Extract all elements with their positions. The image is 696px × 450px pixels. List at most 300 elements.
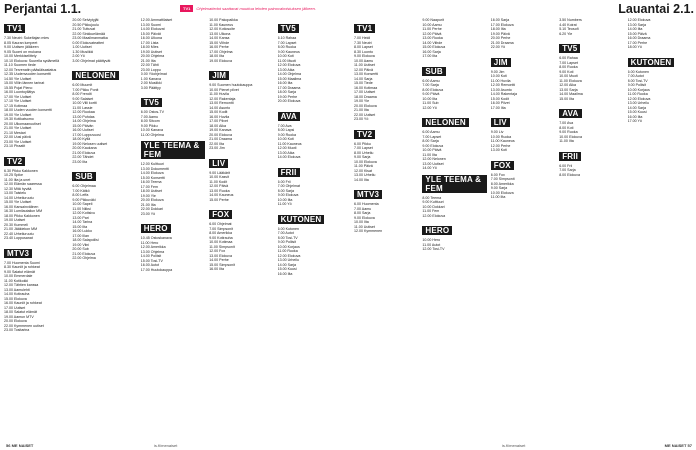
program-listing: 11.00 Uutiset	[354, 224, 375, 229]
program-listing: 20.00 Ulkomaanuutiset	[4, 121, 41, 126]
channel-name: YLE TEEMA & FEM	[422, 175, 486, 193]
program-listing: 19.00 Kanava	[209, 128, 232, 132]
program-listing: 12.00 Elämän saaressa	[4, 182, 42, 186]
program-listing: 11.00 Elokuva	[559, 78, 582, 83]
program-listing: 15.00 Yle Uutiset	[4, 200, 32, 204]
channel-section	[209, 204, 273, 272]
program-listing: 10.00 Aamu	[354, 58, 374, 63]
program-listing: 14.00 Kansa	[209, 36, 230, 40]
channel-section	[354, 18, 418, 122]
program-listing: 20.00 Elokuva	[354, 103, 377, 108]
schedule-column	[209, 18, 273, 438]
program-listing: 18.00 Sarja	[277, 90, 296, 94]
program-listing: 15.00 Päivät	[140, 31, 161, 36]
program-listing: 12.00 Perhe	[490, 143, 511, 148]
program-listing: 19.00 Viini	[72, 242, 90, 247]
program-listing: 10.00 Dokkari	[422, 204, 445, 209]
channel-name: LIV	[491, 118, 510, 127]
program-listing: 13.00 Suomi	[140, 22, 161, 27]
program-listing: 14.00 Sarja	[277, 262, 296, 267]
program-listing: 7.00 Lapset	[559, 60, 578, 65]
program-listing: 8.00 Ruoka	[559, 65, 578, 69]
program-listing: 9.00 Sarja	[354, 155, 371, 159]
program-listing: 10.00 Päivä	[422, 148, 442, 152]
program-listing: 11.00 Ohjelma	[140, 132, 164, 137]
channel-name: TV5	[141, 98, 162, 107]
program-listing: 8.00 Tosi-TV	[627, 78, 648, 83]
program-listing: 16.00 Kotimaa	[354, 85, 378, 90]
program-listing: 10.00 Merkkiselittely	[4, 54, 37, 58]
program-listing: 14.00 Perhe	[209, 258, 229, 262]
program-listing: 15.00 Päivä	[627, 31, 647, 36]
channel-name: TV5	[559, 44, 580, 53]
program-listing: 19.00 Yle	[140, 193, 156, 198]
program-listing: 7.00 Simpsonit	[209, 226, 233, 231]
program-listing: 21.00 Yle Uutiset	[4, 126, 32, 130]
program-listing: 13.00 Konsertti	[354, 72, 379, 76]
program-listing: 15.00 Kuusi	[277, 267, 297, 271]
channel-section	[422, 61, 486, 111]
program-listing: 15.00 Ilta	[72, 224, 88, 229]
program-listing: 18.00 Salapoliisi	[72, 238, 99, 242]
program-listing: 11.00 Autot	[422, 242, 441, 247]
program-listing: 9.00 Päivä	[422, 92, 440, 96]
program-listing: 21.00 Tuttuvat	[72, 27, 96, 31]
program-listing: 9.00 Kulttuuri	[422, 200, 444, 204]
channel-section	[422, 173, 486, 219]
program-listing: 3.00 Päättyy	[140, 85, 161, 90]
program-listing: 17.00 Perhe	[627, 40, 648, 45]
program-listing: 12.00 Elokuva	[277, 63, 301, 67]
program-listing: 12.00 Amerikka	[140, 245, 166, 249]
program-listing: 16.00 Draama	[627, 36, 651, 40]
program-listing: 6.10 Rahaa	[277, 36, 297, 40]
program-listing: 20.00 Kaukana	[72, 146, 97, 150]
program-listing: 11.00 Huvila	[490, 78, 511, 83]
program-listing: 22.00 Tähti	[140, 63, 159, 67]
channel-section	[628, 52, 692, 124]
program-listing: 23.00 Yle Uutiset	[4, 139, 32, 144]
channel-section	[422, 220, 486, 252]
program-listing: 23.00 Ilta	[72, 159, 88, 164]
program-listing: 10.00 Korjaus	[277, 244, 300, 249]
program-listing: 8.00 Lapset	[354, 45, 373, 49]
channel-section	[354, 124, 418, 183]
program-listing: 8.00 Koti	[559, 125, 574, 130]
program-listing: 6.00 Muumit	[72, 83, 93, 87]
schedule-column	[278, 18, 342, 438]
program-listing: 1.30 Musiikki	[72, 49, 94, 54]
channel-name: HERO	[422, 226, 452, 235]
program-listing: 12.00 Ammattilaiset	[140, 18, 173, 22]
channel-section	[278, 18, 342, 104]
program-listing: 8.00 Sitcom	[140, 119, 160, 123]
program-listing: 12.00 Elokuva	[277, 253, 301, 258]
program-listing: 11.00 Yö	[277, 202, 292, 206]
program-listing: 8.00 Teema	[422, 195, 442, 200]
program-listing: 8.00 Urheilu	[354, 150, 374, 155]
program-listing: 11.00 Simpsonit	[209, 244, 235, 249]
program-listing: 12.00 Päivä	[209, 184, 229, 188]
program-listing: 9.00 Uutisen jäläkeen	[4, 45, 39, 49]
schedule-column	[491, 18, 555, 438]
channel-section	[72, 65, 136, 164]
program-listing: 16.00 Kauniit ja rohkeat	[4, 301, 42, 305]
program-listing: 19.00 Yle	[354, 99, 370, 103]
channel-section	[422, 18, 486, 59]
program-listing: 20.00 Elokuva	[4, 319, 27, 323]
program-listing: 8.00 Amerikka	[209, 231, 232, 235]
program-listing: 16.30 Lumilautailun MM	[4, 209, 43, 213]
channel-section	[354, 184, 418, 234]
program-listing: 14.00 Urheiluruutu	[4, 195, 34, 200]
site-url: is.fi/menaiset	[502, 443, 526, 448]
channel-name: KUTONEN	[278, 215, 325, 224]
program-listing: 13.00 Pari	[72, 215, 89, 220]
program-listing: 13.00 Asunto	[490, 87, 512, 92]
program-listing: 10.00 Aamu	[422, 22, 442, 27]
program-listing: 10.00 Kanava	[140, 128, 163, 132]
program-listing: 14.00 Sarja	[354, 76, 373, 81]
program-listing: 7.00 Heidi	[354, 36, 371, 40]
program-listing: 9.00 Pikkuväki	[72, 197, 96, 202]
program-listing: 0.00 Elokuvateatteri	[72, 40, 105, 45]
program-listing: 8.00 Tosi-TV	[277, 235, 298, 240]
program-listing: 17.10 Yle Uutiset	[4, 99, 32, 103]
channel-section	[141, 218, 205, 272]
program-listing: 14.00 Kauneus	[209, 193, 234, 197]
program-listing: 16.00 Lukko	[72, 229, 92, 233]
program-listing: 23.00 Maailmanmatka	[72, 36, 108, 40]
program-listing: 6.00 Frii	[559, 163, 573, 168]
program-listing: 12.00 Tähtien kanssa	[4, 283, 39, 287]
program-listing: 9.00 Jim	[490, 69, 505, 74]
program-listing: 22.40 Urheiluruutu	[4, 231, 34, 236]
channel-section	[559, 18, 623, 36]
program-listing: 16.00 Ilta	[209, 267, 224, 271]
program-listing: 12.00 Kulttuuri	[140, 162, 164, 166]
program-listing: 12.00 Yö	[422, 105, 437, 110]
program-listing: 21.00 Ilta	[140, 202, 156, 207]
program-listing: 19.00 Uutiset	[140, 49, 162, 54]
channel-name: FRII	[559, 152, 581, 161]
program-listing: 20.50 Pikkujoulu	[72, 22, 99, 27]
program-listing: 17.00 Draama	[277, 85, 301, 90]
program-listing: 6.30 Pikku Kakkonen	[4, 168, 38, 173]
program-listing: 13.00 Ruoka	[209, 188, 230, 193]
program-listing: 3.00 Ohjelmat päättyvät	[72, 58, 111, 63]
program-listing: 9.00 Elokuva	[354, 215, 375, 220]
channel-name: TV5	[278, 24, 299, 33]
program-listing: 6.20 Yle	[559, 31, 573, 36]
program-listing: 17.00 Uutiset	[4, 305, 26, 310]
program-listing: 19.00 Päivä	[490, 31, 510, 36]
program-listing: 7.00 Autot	[277, 231, 294, 235]
program-listing: 17.00 Yö	[627, 119, 642, 123]
channel-section	[491, 18, 555, 50]
page-date: Perjantai 1.1.	[4, 1, 82, 16]
program-listing: 23.40 Loppusanat	[4, 236, 33, 240]
page-header	[4, 0, 346, 17]
program-listing: 19.00 Elokuva	[209, 58, 232, 63]
program-listing: 18.00 Aika	[209, 123, 226, 128]
channel-section	[72, 18, 136, 63]
program-listing: 16.00 Ilta	[627, 114, 643, 119]
program-listing: 23.10 Piraatit	[4, 144, 26, 148]
page-number: 56	[6, 443, 11, 448]
program-listing: 10.00 Kotimaa	[209, 240, 233, 244]
program-listing: 10.00 Muoti	[559, 74, 578, 78]
program-listing: 18.00 Pikku Kakkonen	[4, 213, 40, 218]
program-listing: 10.00 Koti	[277, 137, 294, 141]
program-listing: 10.00 Ruoka	[490, 134, 512, 139]
program-listing: 13.00 Urheilu	[354, 173, 376, 177]
program-listing: 13.00 Dokumentti	[140, 166, 169, 171]
program-listing: 10.00 Pakopaikka	[209, 18, 238, 22]
program-listing: 20.00 Ohjelma	[140, 54, 165, 58]
schedule-column	[422, 18, 486, 438]
program-listing: 11.10 Suomen tiede	[4, 63, 36, 67]
program-listing: 18.00 Ilta	[209, 54, 224, 58]
program-listing: 13.00 Sarja	[627, 22, 646, 27]
program-listing: 14.00 Asunto	[209, 105, 231, 110]
program-listing: 11.00 Uutiset	[354, 63, 375, 67]
program-listing: 21.00 Elokuva	[72, 251, 96, 256]
program-listing: 9.00 Kotirauha	[209, 235, 233, 240]
program-listing: 12.00 Nelonen	[422, 157, 446, 161]
program-listing: 22.00 Kymmenen uutiset	[4, 323, 44, 328]
program-listing: 10.00 Elokuva	[354, 159, 377, 164]
program-listing: 9.00 Kauneus	[277, 49, 300, 54]
program-listing: 9.00 Ruoka	[277, 132, 296, 137]
program-listing: 16.00 Ulkona	[140, 36, 162, 40]
program-listing: 15.00 Tosi-TV	[140, 258, 163, 263]
program-listing: 7.00 Sarja	[559, 168, 576, 172]
channel-name: AVA	[559, 109, 581, 118]
program-listing: 14.00 Elokuva	[140, 171, 164, 175]
program-listing: 14.00 Rakentaja	[490, 92, 517, 96]
channel-section	[628, 18, 692, 50]
program-listing: 23.00 Yö	[354, 117, 369, 121]
program-listing: 10.00 Koti	[490, 74, 507, 78]
program-listing: 16.00 Ilta	[277, 81, 293, 85]
program-listing: 10.00 Elokuva	[490, 190, 514, 195]
program-listing: 9.00 Pikku	[140, 123, 158, 128]
program-listing: 9.00 Elokuva	[277, 193, 299, 197]
program-listing: 7.00 Huomenta Suomi	[4, 260, 40, 265]
program-listing: 9.00 Ruoka	[559, 130, 578, 134]
program-listing: 13.00 Koti	[490, 148, 507, 152]
program-listing: 9.00 Naapurit	[422, 18, 444, 22]
channel-section	[491, 112, 555, 153]
program-listing: 12.00 Rakentaja	[209, 96, 236, 101]
program-listing: 12.00 Aika	[559, 83, 576, 87]
program-listing: 17.00 Elokuva	[490, 22, 514, 27]
program-listing: 22.00 Sinkkuelämää	[72, 31, 105, 36]
site-url: is.fi/menaiset	[154, 443, 178, 448]
schedule-grid	[354, 18, 692, 438]
program-listing: 19.00 Aamun MTV	[4, 314, 34, 319]
program-listing: 14.00 Sarja	[627, 105, 646, 110]
program-listing: 9.00 Lääkärit	[209, 170, 230, 175]
program-listing: 15.00 Kodit	[490, 96, 509, 101]
program-listing: 13.00 Puhdas	[72, 114, 95, 119]
program-listing: 13.00 Elokuva	[209, 253, 232, 258]
program-listing: 12.00 Kotiosoite	[209, 27, 235, 31]
program-listing: 21.00 Elokuva	[72, 150, 96, 155]
program-listing: 6.00 Ostos-TV	[140, 110, 164, 114]
program-listing: 13.00 Taistelu	[4, 191, 27, 195]
program-listing: 12.00 Tosi-TV	[422, 247, 445, 251]
program-listing: 11.00 Niiksi	[72, 206, 91, 211]
program-listing: 21.10 Mestari	[4, 130, 26, 135]
program-listing: 17.00 Fem	[140, 184, 158, 189]
schedule-column	[141, 18, 205, 438]
program-listing: 11.00 Lassie	[72, 105, 93, 110]
program-listing: 7.00 Autot	[627, 74, 644, 78]
program-listing: 8.00 Lapsi	[277, 128, 295, 132]
right-page	[352, 0, 694, 450]
program-listing: 7.00 Kätkö	[72, 188, 90, 193]
program-listing: 8.00 Elokuva	[422, 87, 444, 92]
program-listing: 9.00 Elokuva	[422, 143, 444, 148]
schedule-grid	[4, 18, 342, 438]
program-listing: 21.00 Jääkiekon MM	[4, 227, 38, 231]
program-listing: 17.00 Ohjelma	[209, 49, 233, 54]
channel-name: SUB	[422, 67, 446, 76]
program-listing: 9.00 Elokuva	[354, 54, 375, 58]
program-listing: 23.00 Loppu	[140, 67, 161, 72]
program-listing: 6.00 Frii	[277, 179, 291, 184]
program-listing: 11.00 Kauneus	[490, 139, 515, 143]
channel-section	[141, 18, 205, 90]
program-listing: 6.00 Kutonen	[627, 69, 649, 74]
program-listing: 9.00 Salatut elämät	[4, 269, 35, 274]
channel-section	[209, 153, 273, 203]
program-listing: 14.00 Elokuva	[277, 155, 301, 159]
program-listing: 9.00 Poliisit	[277, 240, 296, 244]
channel-name: KUTONEN	[628, 58, 675, 67]
program-listing: 15.00 Maailma	[277, 76, 302, 81]
channel-name: NELONEN	[422, 118, 469, 127]
program-listing: 18.00 Uuden vuoden konsertti	[4, 108, 52, 112]
program-listing: 12.00 Kisat	[354, 168, 372, 173]
program-listing: 6.00 Ohjelmaa	[72, 184, 96, 188]
program-listing: 23.00 Yö	[140, 211, 156, 216]
page-number: 57	[687, 443, 692, 448]
channel-section	[491, 155, 555, 200]
program-listing: 21.00 Draama	[490, 40, 514, 45]
program-listing: 22.00 Uutiset	[354, 112, 376, 117]
program-listing: 11.00 Fem	[422, 209, 440, 213]
program-listing: 18.00 Mies	[140, 45, 159, 49]
program-listing: 14.50 Yle Uutiset	[4, 76, 32, 81]
channel-section	[4, 243, 68, 333]
program-listing: 16.00 Huvila	[209, 114, 230, 119]
header-note	[180, 5, 316, 12]
program-listing: 8.00 Frendit	[72, 92, 92, 96]
page-footer	[665, 443, 692, 448]
program-listing: 14.00 Tarina	[72, 220, 93, 224]
program-listing: 19.00 Yle Uutiset	[4, 112, 32, 117]
program-listing: 12.00 Muoti	[277, 146, 297, 150]
program-listing: 20.00 Selviytyjät	[72, 18, 99, 22]
program-listing: 16.00 Autot	[140, 263, 159, 267]
program-listing: 14.00 Ohjelma	[72, 119, 96, 123]
program-listing: 13.00 Aika	[277, 150, 295, 155]
program-listing: 21.00 Ilta	[140, 58, 156, 63]
program-listing: 1.00 Kanava	[140, 76, 161, 81]
channel-name: AVA	[278, 112, 300, 121]
program-listing: 7.00 Pikku Ponit	[72, 87, 99, 92]
program-listing: 8.00 Sarja	[422, 139, 439, 143]
program-listing: 10.00 Kasvit	[209, 175, 229, 179]
channel-section	[141, 139, 205, 216]
program-listing: 15.00 Simpsonit	[209, 262, 235, 267]
program-listing: 13.00 Ulkona	[209, 31, 231, 36]
program-listing: 15.00 Tiede	[354, 81, 373, 85]
program-listing: 17.15 Kotimaa	[4, 103, 28, 108]
program-listing: 6.00 Huomenta	[354, 202, 379, 206]
program-listing: 17.00 Ilta	[422, 54, 438, 58]
channel-section	[422, 112, 486, 171]
program-listing: 12.35 Uudenvuoden konsertti	[4, 72, 51, 76]
program-listing: 11.00 Kauneus	[209, 22, 234, 27]
program-listing: 8.30 Luonto	[354, 49, 373, 54]
schedule-column	[559, 18, 623, 438]
program-listing: 20.30 Kummeli	[4, 222, 28, 227]
program-listing: 10.00 Villi kortti	[72, 101, 97, 105]
program-listing: 7.00 Simpsonit	[490, 177, 515, 181]
program-listing: 6.00 Kutonen	[277, 226, 299, 231]
program-listing: 10.00 Hero	[422, 238, 441, 242]
program-listing: 20.00 Elokuva	[140, 198, 164, 202]
program-listing: 22.00 Uusi päivä	[4, 135, 31, 139]
program-listing: 15.00 Kodit	[209, 110, 228, 114]
program-listing: 22.00 Ohjelma	[72, 256, 96, 260]
program-listing: 14.00 Maailma	[559, 92, 583, 96]
program-listing: 8.00 Sarja	[354, 211, 371, 215]
program-listing: 10.00 Korjaus	[627, 87, 650, 92]
program-listing: 18.00 Kyllä	[72, 137, 91, 141]
program-listing: 3.50 Numbers	[559, 18, 582, 22]
channel-name: TV1	[4, 24, 25, 33]
program-listing: 8.00 Sarja	[277, 188, 294, 193]
schedule-column	[354, 18, 418, 438]
channel-section	[491, 52, 555, 111]
program-listing: 10.45 Ostoskanava	[140, 236, 172, 240]
program-listing: 15.00 Elokuva	[4, 296, 27, 301]
program-listing: 7.00 Lapset	[277, 40, 297, 45]
program-listing: 15.00 Viihde	[209, 40, 230, 45]
channel-name: FOX	[491, 161, 514, 170]
program-listing: 8.00 Ruoka	[277, 45, 296, 49]
program-listing: 12.00 Päivä	[354, 67, 373, 72]
channel-section	[278, 162, 342, 207]
program-listing: 13.00 Uutiset	[422, 161, 444, 166]
program-listing: 6.00 Rahaa	[559, 56, 578, 60]
schedule-column	[628, 18, 692, 438]
program-listing: 22.00 Ilta	[209, 141, 224, 146]
channel-name: FRII	[278, 168, 300, 177]
program-listing: 2.00 Yö	[72, 54, 85, 58]
program-listing: 11.00 Perhe	[422, 27, 442, 31]
program-listing: 15.00 Kuusi	[627, 110, 647, 114]
program-listing: 9.00 Liv	[490, 130, 504, 134]
program-listing: 15.55 Pojat Pieno	[4, 85, 33, 90]
program-listing: 14.00 Kotirauha	[4, 292, 30, 296]
left-page	[4, 0, 346, 450]
